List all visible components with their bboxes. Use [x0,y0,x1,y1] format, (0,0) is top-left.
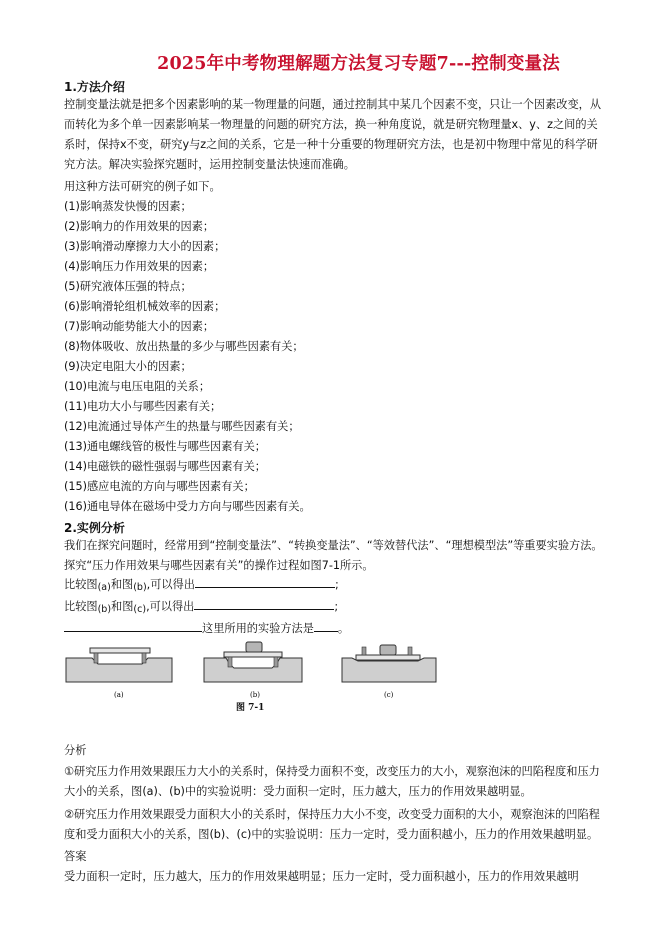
fig-label-c: (c) [384,691,394,699]
question-3 [64,620,349,636]
example-item: (14)电磁铁的磁性强弱与哪些因素有关； [64,460,266,473]
page-title: 2025年中考物理解题方法复习专题7---控制变量法 [157,54,560,74]
example-item: (12)电流通过导体产生的热量与哪些因素有关； [64,420,300,433]
example-item: (7)影响动能势能大小的因素； [64,320,215,333]
example-item: (1)影响蒸发快慢的因素； [64,200,192,213]
example-item: (8)物体吸收、放出热量的多少与哪些因素有关； [64,340,304,353]
analysis-heading: 分析 [64,744,87,757]
example-item: (15)感应电流的方向与哪些因素有关； [64,480,255,493]
example-paragraph: 我们在探究问题时，经常用到“控制变量法”、“转换变量法”、“等效替代法”、“理想模型法”等重要实验方法。探究“压力作用效果与哪些因素有关”的操作过程如图7-1所示。 [64,539,603,572]
q1-end: ; [334,578,339,591]
figure-b [204,642,302,699]
q2-fig-b: (c) [133,604,147,615]
answer-blank-2[interactable] [194,599,334,610]
section-heading-example: 2.实例分析 [64,521,125,535]
q1-fig-b: (b) [133,582,147,593]
figure-c [342,645,436,699]
answer-text: 受力面积一定时，压力越大，压力的作用效果越明显；压力一定时，受力面积越小，压力的作用效果越明 [64,870,579,883]
analysis-paragraph-2: ②研究压力作用效果跟受力面积大小的关系时，保持压力大小不变，改变受力面积的大小，观察泡沫的凹陷程度和受力面积大小的关系，图(b)、(c)中的实验说明：压力一定时，受力面积越小，压力的作用效果越明显。 [64,808,600,841]
question-2 [64,598,338,614]
example-item: (9)决定电阻大小的因素； [64,360,192,373]
fig-label-b: (b) [250,691,260,699]
example-item: (10)电流与电压电阻的关系； [64,380,211,393]
method-paragraph [64,95,604,175]
examples-lead: 用这种方法可研究的例子如下。 [64,180,221,193]
answer-blank-1[interactable] [195,577,335,588]
q2-fig-a: (b) [97,604,112,615]
q1-suffix: ,可以得出 [146,578,195,591]
answer-heading: 答案 [64,850,87,863]
figure-caption: 图 7-1 [236,703,265,713]
q2-end: ; [334,600,339,613]
example-item: (2)影响力的作用效果的因素； [64,220,215,233]
question-1 [64,576,339,592]
example-item: (13)通电螺线管的极性与哪些因素有关； [64,440,266,453]
method-paragraph-text: 控制变量法就是把多个因素影响的某一物理量的问题，通过控制其中某几个因素不变，只让一个因素改变，从而转化为多个单一因素影响某一物理量的问题的研究方法，换一种角度说，就是研究物理量x、y、z之间的关系时，保持x不变，研究y与z之间的关系，它是一种十分重要的物理研究方法，也是初中物理中常见的科学研究方法。解决实验探究题时，运用控制变量法快速而准确。 [64,98,602,171]
q1-mid: 和图 [110,578,134,591]
answer-blank-3[interactable] [64,621,202,632]
figure-a [66,648,172,699]
q2-mid: 和图 [111,600,134,613]
analysis-paragraph-1: ①研究压力作用效果跟压力大小的关系时，保持受力面积不变，改变压力的大小，观察泡沫的凹陷程度和压力大小的关系，图(a)、(b)中的实验说明：受力面积一定时，压力越大，压力的作用效果越明显。 [64,765,600,798]
example-item: (16)通电导体在磁场中受力方向与哪些因素有关。 [64,500,311,513]
q1-prefix: 比较图 [64,578,98,591]
example-item: (5)研究液体压强的特点； [64,280,192,293]
example-item: (6)影响滑轮组机械效率的因素； [64,300,226,313]
example-item: (11)电功大小与哪些因素有关； [64,400,222,413]
q2-prefix: 比较图 [64,600,98,613]
example-item: (4)影响压力作用效果的因素； [64,260,215,273]
fig-label-a: (a) [114,691,124,699]
q2-suffix: ,可以得出 [146,600,195,613]
figure-7-1 [62,640,442,726]
answer-blank-4[interactable] [314,621,338,632]
q3-end: 。 [337,622,350,635]
section-heading-method: 1.方法介绍 [64,80,125,94]
example-item: (3)影响滑动摩擦力大小的因素； [64,240,226,253]
q3-text: 这里所用的实验方法是 [202,622,314,635]
q1-fig-a: (a) [97,582,111,593]
